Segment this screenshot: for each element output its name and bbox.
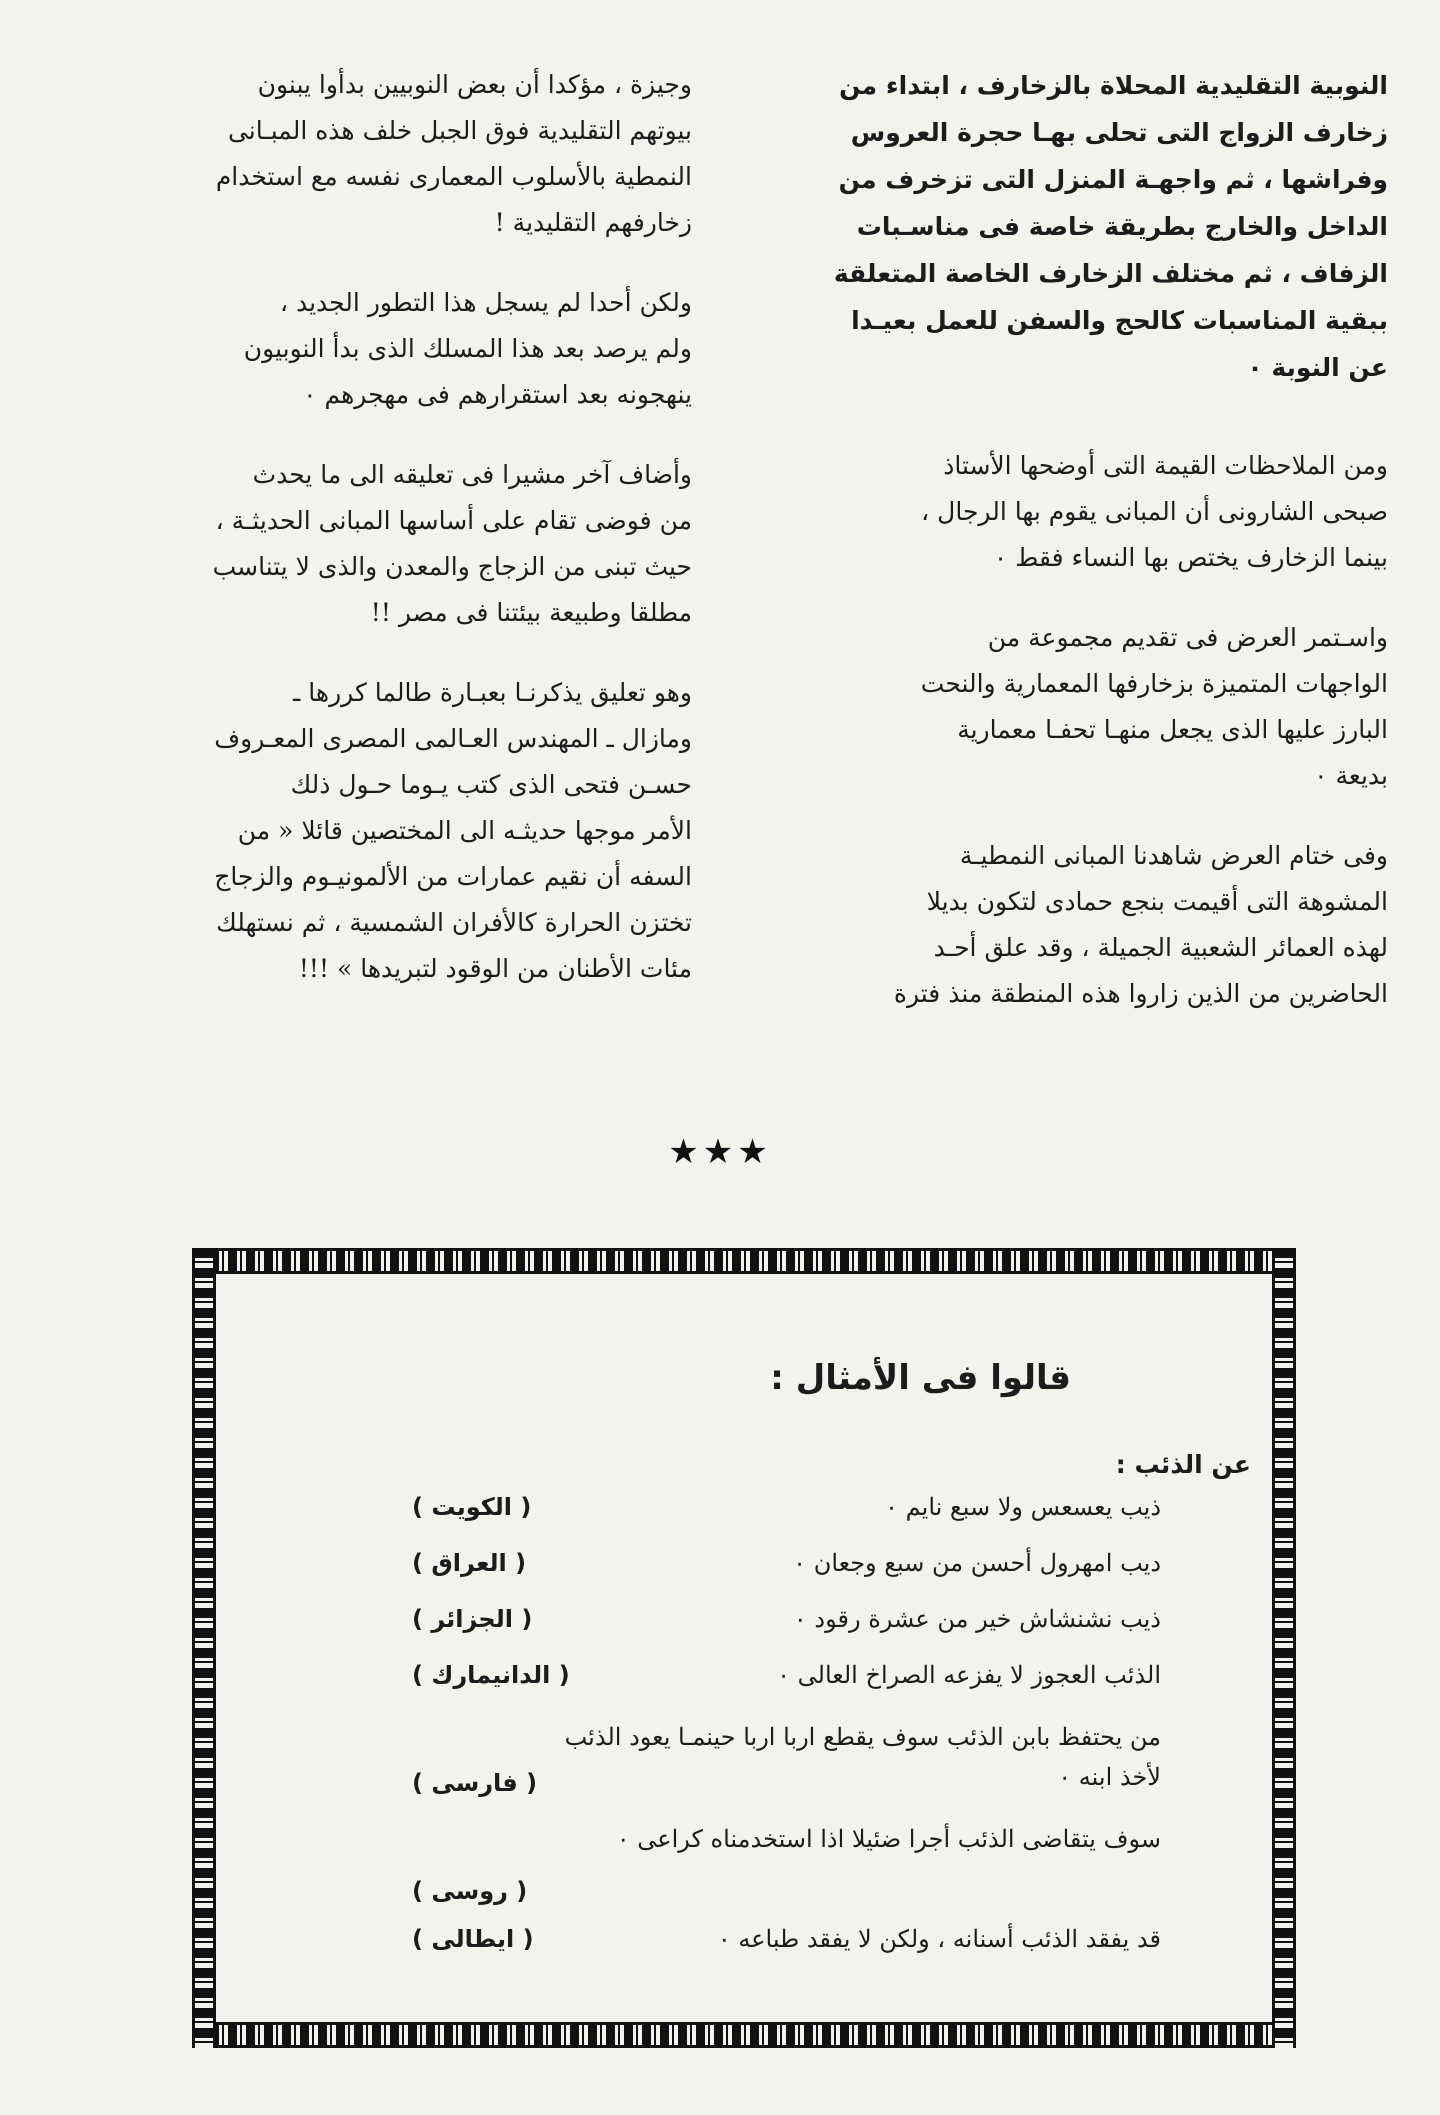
article-paragraph: النوبية التقليدية المحلاة بالزخارف ، ابتداء من زخارف الزواج التى تحلى بهـا حجرة العروس وفراشها ، ثم واجهـة المنزل التى تزخرف من الداخل والخارج بطريقة خاصة فى مناسـبات الزفاف ، ثم مختلف الزخارف الخاصة المتعلقة ببقية المناسبات كالحج والسفن للعمل بعيـدا عن النوبة ٠ [833,71,1388,382]
proverbs-box-content [232,1288,1256,2008]
proverb-country: ( روسى ) [412,1877,528,1905]
proverb-item [232,1825,1256,1925]
article-paragraph: ومن الملاحظات القيمة التى أوضحها الأستاذ صبحى الشارونى أن المبانى يقوم بها الرجال ، بينما الزخارف يختص بها النساء فقط ٠ [921,451,1388,572]
article-left-column [52,62,692,1026]
proverb-item [232,1549,1256,1605]
section-divider: ★★★ [668,1132,772,1172]
proverb-country: ( العراق ) [412,1549,527,1577]
proverb-country: ( ايطالى ) [412,1925,534,1953]
proverb-item [232,1925,1256,1981]
proverb-country: ( الجزائر ) [412,1605,533,1633]
proverb-text: سوف يتقاضى الذئب أجرا ضئيلا اذا استخدمناه كراعى ٠ [616,1825,1161,1853]
box-border-right [1272,1248,1296,2048]
article-paragraph: ولكن أحدا لم يسجل هذا التطور الجديد ، ولم يرصد بعد هذا المسلك الذى بدأ النوبيون ينهجونه بعد استقرارهم فى مهجرهم ٠ [243,288,692,409]
proverb-text: ديب امهرول أحسن من سبع وجعان ٠ [793,1549,1161,1577]
proverb-country: ( فارسى ) [412,1769,538,1797]
proverb-item [232,1717,1256,1825]
box-subtitle: عن الذئب : [1115,1450,1251,1479]
box-border-left [192,1248,216,2048]
proverb-country: ( الكويت ) [412,1493,532,1521]
proverb-text: قد يفقد الذئب أسنانه ، ولكن لا يفقد طباعه ٠ [717,1925,1161,1953]
article-paragraph: وجيزة ، مؤكدا أن بعض النوبيين بدأوا يبنون بيوتهم التقليدية فوق الجبل خلف هذه المبـانى النمطية بالأسلوب المعمارى نفسه مع استخدام زخارفهم التقليدية ! [215,70,692,237]
proverb-text: الذئب العجوز لا يفزعه الصراخ العالى ٠ [777,1661,1161,1689]
proverb-item [232,1661,1256,1717]
article-paragraph: وأضاف آخر مشيرا فى تعليقه الى ما يحدث من فوضى تقام على أساسها المبانى الحديثـة ، حيث تبنى من الزجاج والمعدن والذى لا يتناسب مطلقا وطبيعة بيئتنا فى مصر !! [212,460,692,627]
proverb-text: ذيب يعسعس ولا سبع نايم ٠ [885,1493,1161,1521]
proverbs-box [192,1248,1296,2048]
proverb-text: من يحتفظ بابن الذئب سوف يقطع اربا اربا حينمـا يعود الذئب لأخذ ابنه ٠ [564,1723,1161,1791]
box-title: قالوا فى الأمثال : [770,1358,1071,1398]
proverb-item [232,1605,1256,1661]
proverb-country: ( الدانيمارك ) [412,1661,570,1689]
article-paragraph: واسـتمر العرض فى تقديم مجموعة من الواجهات المتميزة بزخارفها المعمارية والنحت البارز عليها الذى يجعل منهـا تحفـا معمارية بديعة ٠ [920,623,1388,790]
box-border-top [192,1248,1296,1274]
proverb-item [232,1493,1256,1549]
proverb-text: ذيب نشنشاش خير من عشرة رقود ٠ [793,1605,1161,1633]
article-right-column [748,62,1388,1051]
box-border-bottom [192,2022,1296,2048]
article-paragraph: وفى ختام العرض شاهدنا المبانى النمطيـة المشوهة التى أقيمت بنجع حمادى لتكون بديلا لهذه العمائر الشعبية الجميلة ، وقد علق أحـد الحاضرين من الذين زاروا هذه المنطقة منذ فترة [893,841,1388,1008]
proverb-list [232,1493,1256,1981]
article-paragraph: وهو تعليق يذكرنـا بعبـارة طالما كررها ـ ومازال ـ المهندس العـالمى المصرى المعـروف حسـن فتحى الذى كتب يـوما حـول ذلك الأمر موجها حديثـه الى المختصين قائلا « من السفه أن نقيم عمارات من الألمونيـوم والزجاج تختزن الحرارة كالأفران الشمسية ، ثم نستهلك مئات الأطنان من الوقود لتبريدها » !!! [214,678,692,983]
